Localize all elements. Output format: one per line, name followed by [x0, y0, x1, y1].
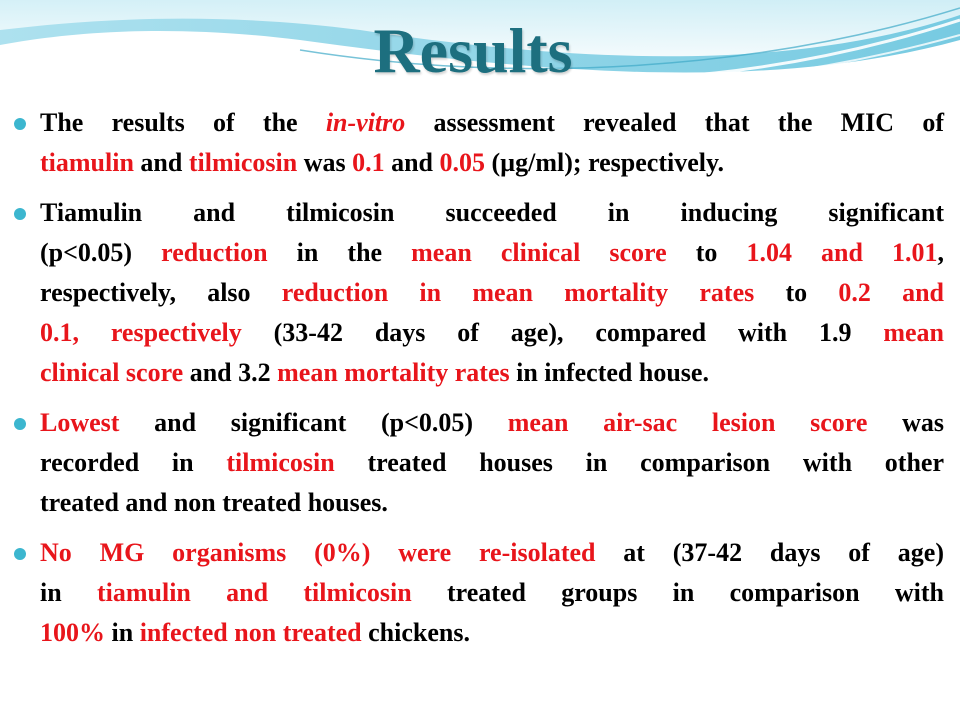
body-text: and 3.2 [183, 358, 278, 387]
highlight-text: in-vitro [325, 108, 406, 137]
bullet-line [40, 313, 944, 353]
bullet-item [14, 403, 944, 523]
highlight-text: mean air-sac lesion score [507, 408, 868, 437]
bullet-line [40, 193, 944, 233]
bullet-line [40, 613, 944, 653]
body-text: to [666, 238, 747, 267]
body-text: to [754, 278, 839, 307]
body-text: The results of the [40, 108, 326, 137]
body-text: and [133, 148, 189, 177]
highlight-text: 1.04 and 1.01 [746, 238, 938, 267]
highlight-text: infected non treated [139, 618, 362, 647]
body-text: , [937, 238, 944, 267]
highlight-text: No MG organisms (0%) were re-isolated [40, 538, 596, 567]
highlight-text: mean clinical score [411, 238, 667, 267]
bullet-line [40, 143, 944, 183]
bullet-dot-icon [14, 118, 26, 130]
bullet-dot-icon [14, 208, 26, 220]
highlight-text: 0.1, respectively [40, 318, 242, 347]
body-text: treated and non treated houses. [40, 488, 388, 517]
bullet-list [14, 103, 944, 663]
bullet-item [14, 533, 944, 653]
highlight-text: reduction in mean mortality rates [281, 278, 755, 307]
highlight-text: clinical score [40, 358, 184, 387]
highlight-text: 100% [40, 618, 105, 647]
bullet-dot-icon [14, 548, 26, 560]
bullet-line [40, 353, 944, 393]
highlight-text: mean mortality rates [277, 358, 510, 387]
highlight-text: 0.05 [439, 148, 486, 177]
body-text: Tiamulin and tilmicosin succeeded in inducing significant [40, 198, 944, 227]
bullet-line [40, 533, 944, 573]
body-text: in infected house. [509, 358, 709, 387]
body-text: treated houses in comparison with other [334, 448, 944, 477]
highlight-text: tiamulin [40, 148, 134, 177]
body-text: at (37-42 days of age) [595, 538, 944, 567]
body-text: in [105, 618, 140, 647]
body-text: recorded in [40, 448, 227, 477]
bullet-line [40, 573, 944, 613]
highlight-text: 0.2 and [838, 278, 945, 307]
highlight-text: mean [883, 318, 944, 347]
body-text: assessment revealed that the MIC of [405, 108, 944, 137]
highlight-text: tilmicosin [226, 448, 335, 477]
slide-title: Results [373, 15, 573, 86]
highlight-text: Lowest [40, 408, 120, 437]
bullet-line [40, 443, 944, 483]
body-text: (33-42 days of age), compared with 1.9 [241, 318, 884, 347]
bullet-line [40, 103, 944, 143]
bullet-dot-icon [14, 418, 26, 430]
bullet-line [40, 403, 944, 443]
highlight-text: reduction [161, 238, 268, 267]
body-text: chickens. [361, 618, 470, 647]
body-text: respectively, also [40, 278, 282, 307]
body-text: was [867, 408, 944, 437]
body-text: and [384, 148, 440, 177]
bullet-item [14, 103, 944, 183]
bullet-line [40, 273, 944, 313]
body-text: in [40, 578, 97, 607]
body-text: (p<0.05) [40, 238, 162, 267]
highlight-text: tiamulin and tilmicosin [96, 578, 412, 607]
highlight-text: tilmicosin [188, 148, 298, 177]
body-text: was [297, 148, 353, 177]
highlight-text: 0.1 [352, 148, 385, 177]
body-text: treated groups in comparison with [411, 578, 945, 607]
bullet-item [14, 193, 944, 393]
bullet-line [40, 483, 944, 523]
body-text: (µg/ml); respectively. [485, 148, 725, 177]
bullet-line [40, 233, 944, 273]
body-text: in the [267, 238, 412, 267]
body-text: and significant (p<0.05) [119, 408, 508, 437]
